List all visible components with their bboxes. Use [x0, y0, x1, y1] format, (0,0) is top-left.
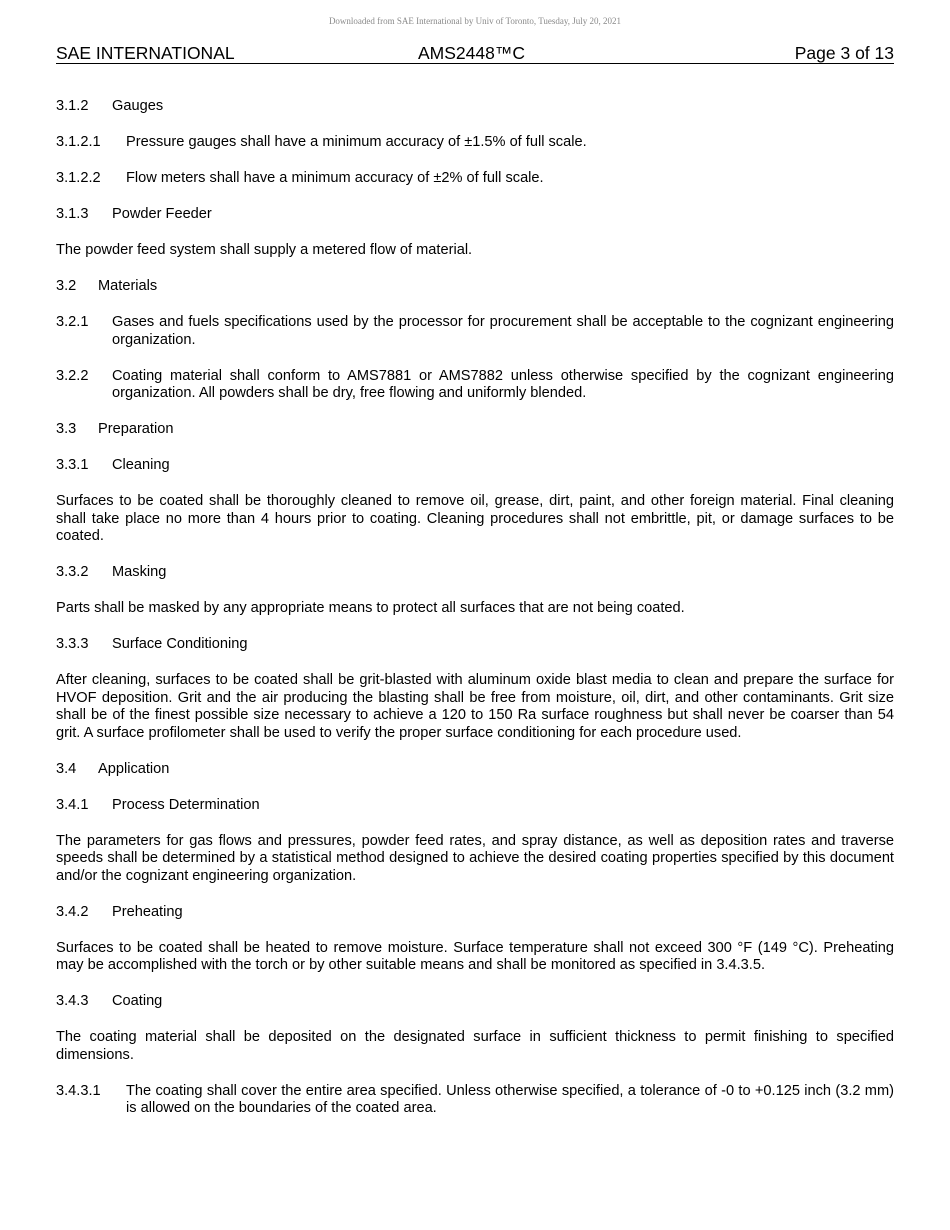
- section-number: 3.1.2.2: [56, 170, 101, 186]
- section-number: 3.4.1: [56, 796, 89, 813]
- section-heading: [56, 564, 894, 582]
- section-title: Gauges: [112, 98, 164, 114]
- section-paragraph: The coating material shall be deposited on the designated surface in sufficient thickness to permit finishing to specified dimensions.: [56, 1029, 894, 1063]
- section-paragraph: The parameters for gas flows and pressures, powder feed rates, and spray distance, as well as deposition rates and traverse speeds shall be determined by a statistical method designed to achieve the desired coating properties specified by this document and/or the cognizant engineering organization.: [56, 832, 894, 884]
- header-page-number: Page 3 of 13: [794, 43, 894, 63]
- section-number: 3.1.2.1: [56, 134, 101, 150]
- subsection-item: [56, 1083, 894, 1118]
- section-number: 3.2.2: [56, 367, 89, 384]
- section-number: 3.4: [56, 760, 77, 777]
- section-title: Application: [98, 760, 170, 777]
- subsection-item: [56, 368, 894, 403]
- section-paragraph: The powder feed system shall supply a metered flow of material.: [56, 242, 473, 258]
- subsection-item: [56, 170, 894, 188]
- download-watermark: Downloaded from SAE International by Univ of Toronto, Tuesday, July 20, 2021: [328, 16, 622, 26]
- section-text: Gases and fuels specifications used by the processor for procurement shall be acceptable to the cognizant engineering organization.: [112, 314, 894, 348]
- section-heading: [56, 993, 894, 1011]
- section-title: Process Determination: [112, 796, 260, 813]
- section-paragraph: Surfaces to be coated shall be heated to remove moisture. Surface temperature shall not exceed 300 °F (149 °C). Preheating may be accomplished with the torch or by other suitable means and shall be monitored as specified in 3.4.3.5.: [56, 939, 894, 973]
- section-heading: [56, 457, 894, 475]
- header-doc-id: AMS2448™C: [418, 43, 525, 63]
- section-text: Coating material shall conform to AMS7881 or AMS7882 unless otherwise specified by the cognizant engineering organization. All powders shall be dry, free flowing and uniformly blended.: [112, 367, 894, 401]
- section-number: 3.3.1: [56, 457, 89, 473]
- section-heading: [56, 421, 894, 439]
- section-number: 3.4.2: [56, 903, 89, 920]
- section-number: 3.2: [56, 278, 77, 294]
- header-org: SAE INTERNATIONAL: [56, 43, 235, 63]
- section-text: Pressure gauges shall have a minimum accuracy of ±1.5% of full scale.: [126, 134, 587, 150]
- section-heading: [56, 761, 894, 779]
- section-title: Powder Feeder: [112, 206, 212, 222]
- section-number: 3.3.3: [56, 636, 89, 652]
- section-number: 3.1.2: [56, 98, 89, 114]
- section-paragraph: Parts shall be masked by any appropriate means to protect all surfaces that are not being coated.: [56, 600, 685, 616]
- section-number: 3.2.1: [56, 314, 89, 330]
- section-number: 3.1.3: [56, 206, 89, 222]
- section-number: 3.3: [56, 421, 77, 437]
- section-title: Masking: [112, 564, 167, 580]
- section-title: Coating: [112, 993, 163, 1009]
- section-paragraph: Surfaces to be coated shall be thoroughly cleaned to remove oil, grease, dirt, paint, and other foreign material. Final cleaning shall take place no more than 4 hours prior to coating. Cleaning procedures shall not embrittle, pit, or damage surfaces to be coated.: [56, 493, 894, 544]
- section-title: Preparation: [98, 421, 174, 437]
- document-body: [56, 98, 894, 1136]
- section-heading: [56, 636, 894, 654]
- section-text: Flow meters shall have a minimum accuracy of ±2% of full scale.: [126, 170, 544, 186]
- section-number: 3.4.3.1: [56, 1082, 101, 1099]
- section-heading: [56, 797, 894, 815]
- section-heading: [56, 206, 894, 224]
- section-number: 3.3.2: [56, 564, 89, 580]
- subsection-item: [56, 314, 894, 349]
- page-header: [56, 44, 894, 64]
- section-text: The coating shall cover the entire area specified. Unless otherwise specified, a tolerance of -0 to +0.125 inch (3.2 mm) is allowed on the boundaries of the coated area.: [126, 1082, 894, 1116]
- section-number: 3.4.3: [56, 993, 89, 1009]
- section-title: Preheating: [112, 903, 183, 920]
- subsection-item: [56, 134, 894, 152]
- section-title: Materials: [98, 278, 158, 294]
- section-heading: [56, 98, 894, 116]
- section-title: Cleaning: [112, 457, 170, 473]
- section-title: Surface Conditioning: [112, 636, 248, 652]
- section-heading: [56, 904, 894, 922]
- section-paragraph: After cleaning, surfaces to be coated shall be grit-blasted with aluminum oxide blast media to clean and prepare the surface for HVOF deposition. Grit and the air producing the blasting shall be free from moisture, oil, dirt, and other contaminants. Grit size shall be of the finest possible size necessary to achieve a 120 to 150 Ra surface roughness but shall never be coarser than 54 grit. A surface profilometer shall be used to verify the proper surface conditioning for each procedure used.: [56, 672, 894, 741]
- section-heading: [56, 278, 894, 296]
